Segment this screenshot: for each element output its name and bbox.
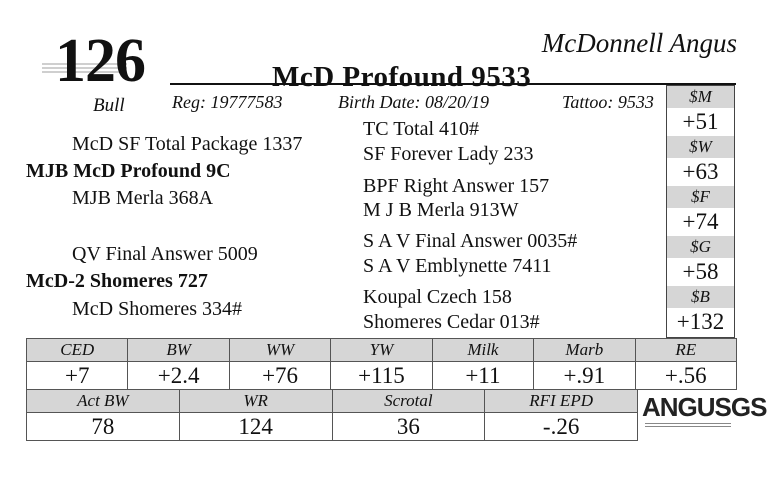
pedigree-right-entry: S A V Final Answer 0035# [363, 230, 578, 252]
dollar-index-label: $G [667, 236, 734, 258]
pedigree-right-entry: M J B Merla 913W [363, 199, 519, 221]
pedigree-right-entry: Shomeres Cedar 013# [363, 311, 540, 333]
performance-header-row [27, 390, 638, 413]
epd-value: +7 [27, 362, 128, 390]
pedigree-sire-sire: McD SF Total Package 1337 [72, 133, 303, 155]
breeder-name: McDonnell Angus [541, 28, 737, 58]
dollar-index-value: +74 [682, 209, 719, 234]
pedigree-right-entry: TC Total 410# [363, 118, 480, 140]
registration-number: Reg: 19777583 [172, 92, 283, 112]
pedigree-right-entry: BPF Right Answer 157 [363, 175, 550, 197]
pedigree-sire: MJB McD Profound 9C [26, 160, 231, 182]
dollar-index-label: $F [667, 186, 734, 208]
performance-value-row [27, 413, 638, 441]
pedigree-right-entry: S A V Emblynette 7411 [363, 255, 552, 277]
epd-header: Milk [432, 339, 533, 362]
performance-header: RFI EPD [485, 390, 638, 413]
performance-header: WR [179, 390, 332, 413]
dollar-index-value: +132 [676, 309, 725, 334]
epd-header: RE [635, 339, 736, 362]
pedigree-dam-sire: QV Final Answer 5009 [72, 243, 258, 265]
epd-header: BW [128, 339, 229, 362]
logo-underline [645, 423, 731, 427]
birth-date: Birth Date: 08/20/19 [338, 92, 489, 112]
dollar-index-label: $W [667, 136, 734, 158]
epd-header: Marb [534, 339, 635, 362]
tattoo: Tattoo: 9533 [562, 92, 654, 112]
performance-value: 36 [332, 413, 485, 441]
epd-value-row [27, 362, 737, 390]
angus-genomics-logo-icon [642, 390, 767, 442]
epd-header-row [27, 339, 737, 362]
dollar-index-value: +51 [682, 109, 719, 134]
dollar-index-column [666, 85, 735, 338]
performance-header: Act BW [27, 390, 180, 413]
epd-header: YW [331, 339, 432, 362]
animal-name: McD Profound 9533 [272, 61, 532, 93]
performance-table [26, 389, 638, 441]
epd-value: +.91 [534, 362, 635, 390]
logo-text: ANGUSGS [642, 392, 767, 422]
sex-label: Bull [93, 95, 125, 116]
dollar-index-label: $B [667, 286, 734, 308]
dollar-index-value: +58 [682, 259, 719, 284]
epd-value: +11 [432, 362, 533, 390]
performance-value: 124 [179, 413, 332, 441]
epd-header: CED [27, 339, 128, 362]
epd-header: WW [229, 339, 330, 362]
pedigree-sire-dam: MJB Merla 368A [72, 187, 214, 209]
pedigree-dam: McD-2 Shomeres 727 [26, 270, 208, 292]
pedigree-dam-dam: McD Shomeres 334# [72, 298, 242, 320]
pedigree-right-entry: SF Forever Lady 233 [363, 143, 534, 165]
epd-value: +.56 [635, 362, 736, 390]
epd-value: +76 [229, 362, 330, 390]
epd-value: +2.4 [128, 362, 229, 390]
dollar-index-label: $M [667, 86, 734, 108]
lot-number: 126 [55, 27, 145, 95]
pedigree-right-entry: Koupal Czech 158 [363, 286, 512, 308]
performance-header: Scrotal [332, 390, 485, 413]
dollar-index-value: +63 [682, 159, 719, 184]
epd-table [26, 338, 737, 390]
epd-value: +115 [331, 362, 432, 390]
performance-value: 78 [27, 413, 180, 441]
performance-value: -.26 [485, 413, 638, 441]
